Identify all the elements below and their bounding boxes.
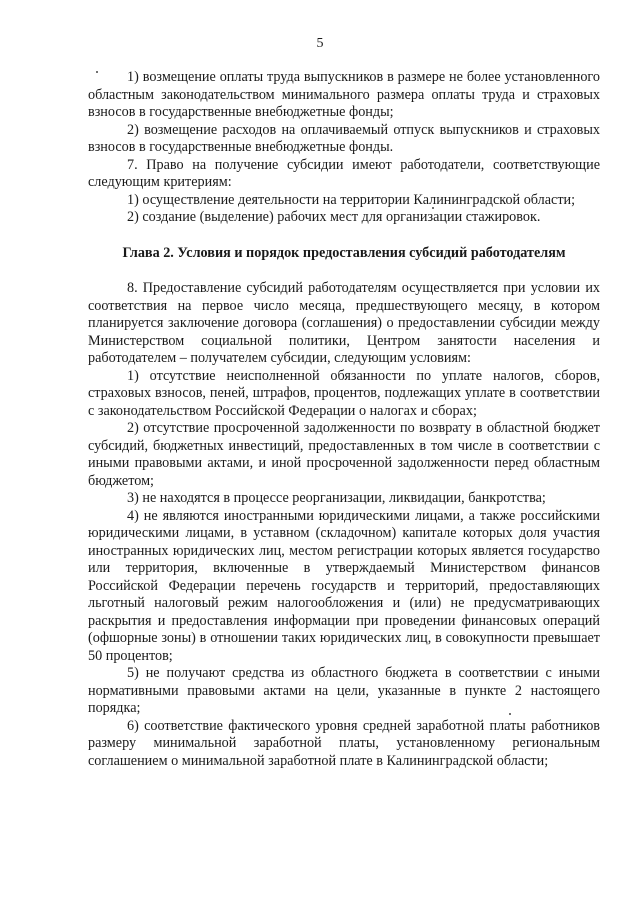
paragraph-reimbursement-vacation: 2) возмещение расходов на оплачиваемый отпуск выпускников и страховых взносов в государственные внебюджетные фонды.	[88, 121, 600, 155]
paragraph-condition-4: 4) не являются иностранными юридическими лицами, а также российскими юридическими лицами, в уставном (складочном) капитале которых доля участия иностранных юридических лиц, местом регистрации которых является государство или территория, включенные в утверждаемый Министерством финансов Российской Федерации перечень государств и территорий, предоставляющих льготный налоговый режим налогообложения и (или) не предусматривающих раскрытия и предоставления информации при проведении финансовых операций (офшорные зоны) в отношении таких юридических лиц, в совокупности превышает 50 процентов;	[88, 507, 600, 664]
scan-speck	[432, 207, 434, 209]
paragraph-condition-6: 6) соответствие фактического уровня средней заработной платы работников размеру минимальной заработной платы, установленному региональным соглашением о минимальной заработной плате в Калининградской области;	[88, 717, 600, 769]
paragraph-item-8: 8. Предоставление субсидий работодателям осуществляется при условии их соответствия на первое число месяца, предшествующего месяцу, в котором планируется заключение договора (соглашения) о предоставлении субсидии между Министерством социальной политики, Центром занятости населения и работодателем – получателем субсидии, следующим условиям:	[88, 280, 600, 366]
page-number: 5	[316, 36, 324, 51]
paragraph-criterion-1: 1) осуществление деятельности на территории Калининградской области;	[127, 191, 576, 208]
paragraph-condition-3: 3) не находятся в процессе реорганизации, ликвидации, банкротства;	[127, 490, 546, 506]
scan-speck	[96, 71, 98, 73]
paragraph-reimbursement-wages: 1) возмещение оплаты труда выпускников в размере не более установленного областным законодательством минимального размера оплаты труда и страховых взносов в государственные внебюджетные фонды;	[88, 69, 600, 120]
paragraph-criterion-2: 2) создание (выделение) рабочих мест для организации стажировок.	[127, 209, 541, 225]
scan-speck	[509, 713, 511, 715]
paragraph-condition-1: 1) отсутствие неисполненной обязанности по уплате налогов, сборов, страховых взносов, пеней, штрафов, процентов, подлежащих уплате в соответствии с законодательством Российской Федерации о налогах и сборах;	[88, 367, 600, 419]
chapter-heading: Глава 2. Условия и порядок предоставления субсидий работодателям	[122, 244, 566, 261]
paragraph-item-7: 7. Право на получение субсидии имеют работодатели, соответствующие следующим критериям:	[88, 156, 600, 190]
paragraph-condition-2: 2) отсутствие просроченной задолженности по возврату в областной бюджет субсидий, бюджетных инвестиций, предоставленных в том числе в соответствии с иными правовыми актами, и иной просроченной задолженности перед областным бюджетом;	[88, 420, 600, 489]
paragraph-condition-5: 5) не получают средства из областного бюджета в соответствии с иными нормативными правовыми актами на цели, указанные в пункте 2 настоящего порядка;	[88, 665, 600, 716]
document-body	[88, 69, 600, 770]
